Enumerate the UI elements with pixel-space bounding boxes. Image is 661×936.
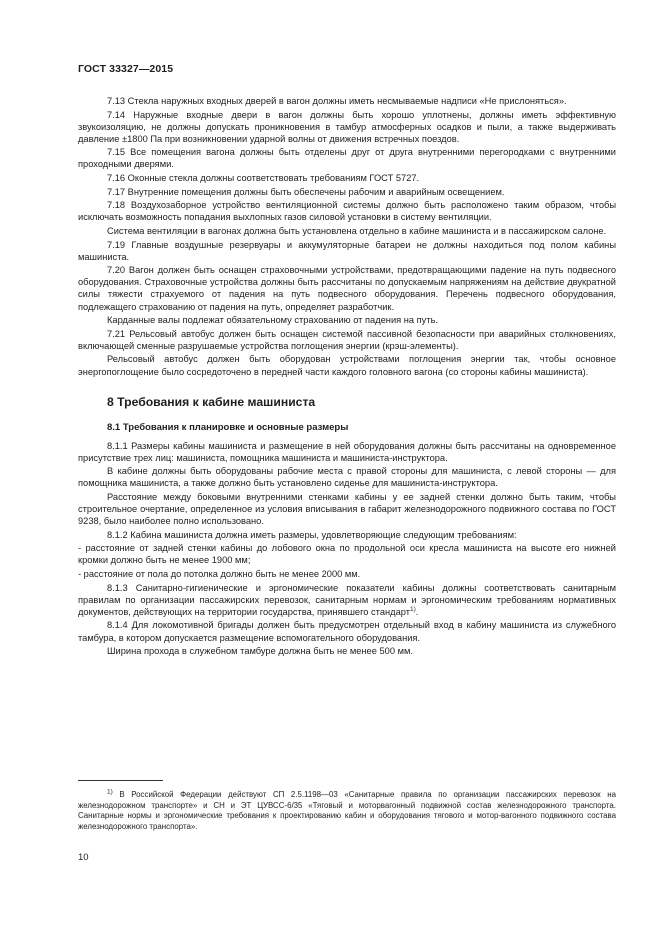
paragraph-7-14: 7.14 Наружные входные двери в вагон должны быть хорошо уплотнены, должны иметь эффективную звукоизоляцию, не должны допускать проникновения в тамбур атмосферных осадков и пыли, а также выдерживать давление ±1800 Па при возникновении ударной волны от движения встречных поездов. [78,109,616,144]
document-body [78,95,616,659]
paragraph-passage-width: Ширина прохода в служебном тамбуре должна быть не менее 500 мм. [107,646,413,657]
paragraph-7-19: 7.19 Главные воздушные резервуары и аккумуляторные батареи не должны находиться под полом кабины машиниста. [78,239,616,262]
paragraph-side-walls: Расстояние между боковыми внутренними стенками кабины у ее задней стенки должно быть таким, чтобы строительное очертание, определенное из условия вписывания в габарит железнодорожного подвижного состава по ГОСТ 9238, было наиболее полно использовано. [78,492,616,527]
paragraph-7-21: 7.21 Рельсовый автобус должен быть оснащен системой пассивной безопасности при аварийных столкновениях, включающей сменные разрушаемые устройства поглощения энергии (крэш-элементы). [78,328,616,351]
paragraph-7-13: 7.13 Стекла наружных входных дверей в вагон должны иметь несмываемые надписи «Не прислоняться». [107,96,567,106]
footnote-text: В Российской Федерации действуют СП 2.5.1198—03 «Санитарные правила по организации пассажирских перевозок на железнодорожном транспорте» и СН и ЭТ ЦУВСС-6/35 «Тяговый и моторвагонный подвижной состав железнодорожного транспорта. Санитарные нормы и эргономические требования к проектированию кабин и оборудования тягового и мотор-вагонного подвижного состава железнодорожного транспорта». [78,790,616,831]
paragraph-7-15: 7.15 Все помещения вагона должны быть отделены друг от друга внутренними перегородками с внутренними проходными дверями. [78,147,616,170]
paragraph-7-20: 7.20 Вагон должен быть оснащен страховочными устройствами, предотвращающими падение на путь подвесного оборудования. Страховочные устройства должны быть рассчитаны по допускаемым напряжениям на действие двукратной силы тяжести страхуемого от падения на путь подвесного оборудования. Перечень подвесного оборудования, подлежащего страхованию от падения на путь, определяет разработчик. [78,265,616,312]
footnote [78,790,616,832]
paragraph-8-1-1: 8.1.1 Размеры кабины машиниста и размещение в ней оборудования должны быть рассчитаны на одновременное присутствие трех лиц: машиниста, помощника машиниста и машиниста-инструктора. [78,440,616,463]
paragraph-8-1-4: 8.1.4 Для локомотивной бригады должен быть предусмотрен отдельный вход в кабину машиниста из служебного тамбура, в котором допускается размещение вспомогательного оборудования. [78,620,616,643]
paragraph-energy-absorption: Рельсовый автобус должен быть оборудован устройствами поглощения энергии так, чтобы основное энергопоглощение было сосредоточено в передней части каждого головного вагона (со стороны кабины машиниста). [78,354,616,377]
page-number: 10 [78,852,89,863]
paragraph-8-1-3: 8.1.3 Санитарно-гигиенические и эргономические показатели кабины должны соответствовать санитарным правилам по организации пассажирских перевозок, санитарным нормам и эргономическим требованиям нормативных документов, действующих на территории государства, принявшего стандарт$^{1)}$. [78,582,616,617]
footnote-divider [78,780,163,781]
footnote-marker: 1) [107,788,113,796]
paragraph-8-1-2: 8.1.2 Кабина машиниста должна иметь размеры, удовлетворяющие следующим требованиям: [107,529,517,540]
list-item: - расстояние от пола до потолка должно быть не менее 2000 мм. [78,569,361,580]
paragraph-ventilation: Система вентиляции в вагонах должна быть установлена отдельно в кабине машиниста и в пассажирском салоне. [107,226,607,237]
paragraph-7-16: 7.16 Оконные стекла должны соответствовать требованиям ГОСТ 5727. [107,173,420,184]
section-title: 8 Требования к кабине машиниста [107,394,316,409]
footnote-reference: 1) [409,605,416,613]
paragraph-7-17: 7.17 Внутренние помещения должны быть обеспечены рабочим и аварийным освещением. [107,186,505,197]
paragraph-workplaces: В кабине должны быть оборудованы рабочие места с правой стороны для машиниста, с левой стороны — для помощника машиниста, а также должно быть установлено сиденье для машиниста-инструктора. [78,466,616,489]
paragraph-cardan-shafts: Карданные валы подлежат обязательному страхованию от падения на путь. [107,315,439,326]
paragraph-8-1-3-text: 8.1.3 Санитарно-гигиенические и эргономические показатели кабины должны соответствовать санитарным правилам по организации пассажирских перевозок, санитарным нормам и эргономическим требованиям нормативных документов, действующих на территории государства, принявшего стандарт [78,582,616,617]
subsection-title: 8.1 Требования к планировке и основные размеры [107,421,349,433]
list-item: - расстояние от задней стенки кабины до лобового окна по продольной оси кресла машиниста на высоте его нижней кромки должно быть не менее 1900 мм; [78,543,616,566]
document-header: ГОСТ 33327—2015 [78,63,174,75]
paragraph-7-18: 7.18 Воздухозаборное устройство вентиляционной системы должно быть расположено таким образом, чтобы исключать возможность попадания выхлопных газов силовой установки в систему вентиляции. [78,200,616,223]
